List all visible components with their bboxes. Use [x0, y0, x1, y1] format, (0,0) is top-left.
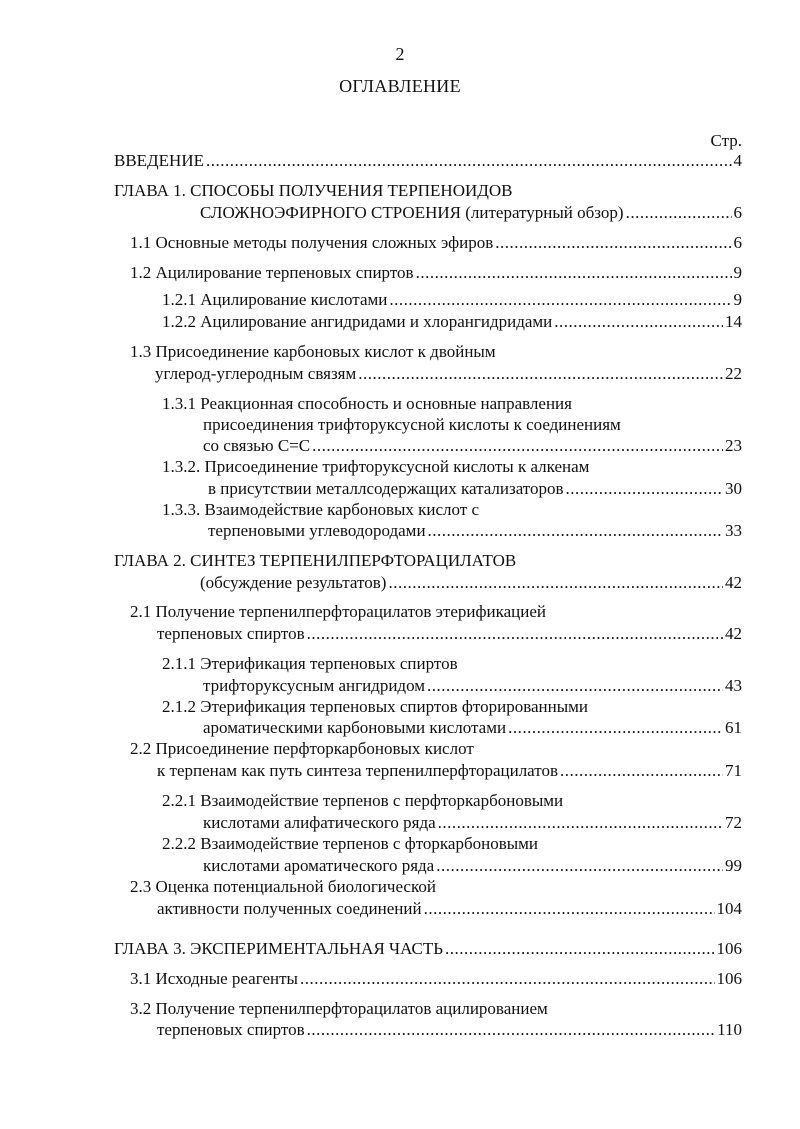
toc-entry-2-2-1-line1: 2.2.1 Взаимодействие терпенов с перфторкарбоновыми: [162, 791, 564, 810]
toc-entry-text: активности полученных соединений: [157, 899, 422, 918]
toc-entry-1-1[interactable]: [130, 232, 742, 254]
toc-entry-text: трифторуксусным ангидридом: [203, 676, 426, 695]
page-number: 2: [395, 44, 405, 64]
toc-entry-text: 1.1 Основные методы получения сложных эфиров: [130, 233, 494, 252]
toc-entry-text: со связью C=C: [203, 436, 311, 455]
leader-dots: [389, 289, 731, 311]
leader-dots: [626, 202, 732, 224]
toc-entry-2-2-line1: 2.2 Присоединение перфторкарбоновых кислот: [130, 739, 474, 758]
toc-entry-2-1-line1: 2.1 Получение терпенилперфторацилатов этерификацией: [130, 602, 546, 621]
toc-entry-text: к терпенам как путь синтеза терпенилперфторацилатов: [157, 761, 559, 780]
toc-entry-chapter-2[interactable]: [200, 572, 742, 594]
toc-entry-3-1[interactable]: [130, 968, 742, 990]
toc-entry-text: (обсуждение результатов): [200, 573, 387, 592]
toc-entry-2-2-1[interactable]: [203, 812, 742, 834]
toc-page-number: 22: [725, 364, 742, 383]
toc-entry-2-1-2[interactable]: [203, 717, 742, 739]
leader-dots: [307, 623, 723, 645]
toc-page-number: 71: [725, 761, 742, 780]
toc-entry-1-2[interactable]: [130, 262, 742, 284]
toc-entry-1-2-1[interactable]: [162, 289, 742, 311]
page-column-label: Стр.: [710, 131, 742, 150]
toc-page-number: 106: [716, 939, 742, 958]
toc-entry-1-3-line1: 1.3 Присоединение карбоновых кислот к двойным: [130, 342, 496, 361]
toc-entry-text: 1.2 Ацилирование терпеновых спиртов: [130, 263, 414, 282]
leader-dots: [438, 812, 723, 834]
toc-entry-text: 1.2.1 Ацилирование кислотами: [162, 290, 388, 309]
toc-entry-2-1[interactable]: [157, 623, 742, 645]
leader-dots: [388, 572, 723, 594]
toc-entry-1-3-3-line1: 1.3.3. Взаимодействие карбоновых кислот с: [162, 500, 480, 519]
toc-entry-chapter-1[interactable]: [200, 202, 742, 224]
toc-entry-text: в присутствии металлсодержащих катализаторов: [208, 479, 564, 498]
toc-page-number: 4: [733, 151, 742, 170]
toc-entry-1-3-1[interactable]: [203, 435, 742, 457]
leader-dots: [300, 968, 715, 990]
toc-chapter-1-line1: ГЛАВА 1. СПОСОБЫ ПОЛУЧЕНИЯ ТЕРПЕНОИДОВ: [114, 181, 513, 200]
toc-chapter-2-line1: ГЛАВА 2. СИНТЕЗ ТЕРПЕНИЛПЕРФТОРАЦИЛАТОВ: [114, 551, 517, 570]
leader-dots: [312, 435, 723, 457]
toc-entry-2-1-2-line1: 2.1.2 Этерификация терпеновых спиртов фторированными: [162, 697, 589, 716]
toc-page-number: 104: [716, 899, 742, 918]
leader-dots: [554, 311, 723, 333]
leader-dots: [566, 478, 723, 500]
toc-page-number: 72: [725, 813, 742, 832]
toc-entry-1-3-2-line1: 1.3.2. Присоединение трифторуксусной кислоты к алкенам: [162, 457, 590, 476]
toc-entry-1-3[interactable]: [155, 363, 742, 385]
toc-page-number: 14: [725, 312, 742, 331]
toc-entry-text: кислотами алифатического ряда: [203, 813, 436, 832]
toc-page-number: 110: [717, 1020, 742, 1039]
toc-page-number: 106: [716, 969, 742, 988]
toc-entry-text: ароматическими карбоновыми кислотами: [203, 718, 507, 737]
toc-entry-text: кислотами ароматического ряда: [203, 856, 435, 875]
toc-entry-2-3-line1: 2.3 Оценка потенциальной биологической: [130, 877, 436, 896]
leader-dots: [428, 520, 723, 542]
toc-page-number: 6: [733, 203, 742, 222]
toc-page-number: 99: [725, 856, 742, 875]
toc-entry-2-1-1[interactable]: [203, 675, 742, 697]
toc-entry-2-2-2[interactable]: [203, 855, 742, 877]
toc-entry-2-2[interactable]: [157, 760, 742, 782]
toc-entry-text: ВВЕДЕНИЕ: [114, 151, 204, 170]
leader-dots: [436, 855, 723, 877]
leader-dots: [495, 232, 731, 254]
toc-entry-3-2-line1: 3.2 Получение терпенилперфторацилатов ацилированием: [130, 999, 548, 1018]
toc-page-number: 61: [725, 718, 742, 737]
toc-page-number: 6: [733, 233, 742, 252]
toc-entry-text: 3.1 Исходные реагенты: [130, 969, 298, 988]
toc-entry-3-2[interactable]: [157, 1019, 742, 1041]
toc-entry-2-1-1-line1: 2.1.1 Этерификация терпеновых спиртов: [162, 654, 458, 673]
toc-entry-intro[interactable]: [114, 150, 742, 172]
toc-entry-2-2-2-line1: 2.2.2 Взаимодействие терпенов с фторкарбоновыми: [162, 834, 539, 853]
toc-entry-text: углерод-углеродным связям: [155, 364, 357, 383]
toc-page-number: 33: [725, 521, 742, 540]
page-title: ОГЛАВЛЕНИЕ: [339, 76, 461, 96]
toc-entry-1-3-2[interactable]: [208, 478, 742, 500]
toc-entry-text: терпеновыми углеводородами: [208, 521, 426, 540]
toc-entry-1-3-1-line2: присоединения трифторуксусной кислоты к соединениям: [203, 415, 621, 434]
leader-dots: [307, 1019, 715, 1041]
leader-dots: [424, 898, 715, 920]
toc-page-number: 9: [733, 290, 742, 309]
leader-dots: [206, 150, 732, 172]
toc-page-number: 30: [725, 479, 742, 498]
toc-page-number: 42: [725, 573, 742, 592]
leader-dots: [560, 760, 723, 782]
toc-entry-text: терпеновых спиртов: [157, 1020, 305, 1039]
leader-dots: [427, 675, 723, 697]
toc-entry-1-3-3[interactable]: [208, 520, 742, 542]
toc-page-number: 9: [733, 263, 742, 282]
toc-entry-2-3[interactable]: [157, 898, 742, 920]
leader-dots: [358, 363, 723, 385]
leader-dots: [416, 262, 732, 284]
leader-dots: [445, 938, 714, 960]
toc-entry-chapter-3[interactable]: [114, 938, 742, 960]
toc-page-number: 42: [725, 624, 742, 643]
toc-page-number: 23: [725, 436, 742, 455]
toc-entry-text: ГЛАВА 3. ЭКСПЕРИМЕНТАЛЬНАЯ ЧАСТЬ: [114, 939, 444, 958]
toc-page-number: 43: [725, 676, 742, 695]
toc-entry-text: 1.2.2 Ацилирование ангидридами и хлорангидридами: [162, 312, 553, 331]
toc-entry-text: терпеновых спиртов: [157, 624, 305, 643]
toc-entry-1-2-2[interactable]: [162, 311, 742, 333]
toc-entry-1-3-1-line1: 1.3.1 Реакционная способность и основные направления: [162, 394, 572, 413]
leader-dots: [508, 717, 723, 739]
toc-entry-text: СЛОЖНОЭФИРНОГО СТРОЕНИЯ (литературный обзор): [200, 203, 624, 222]
